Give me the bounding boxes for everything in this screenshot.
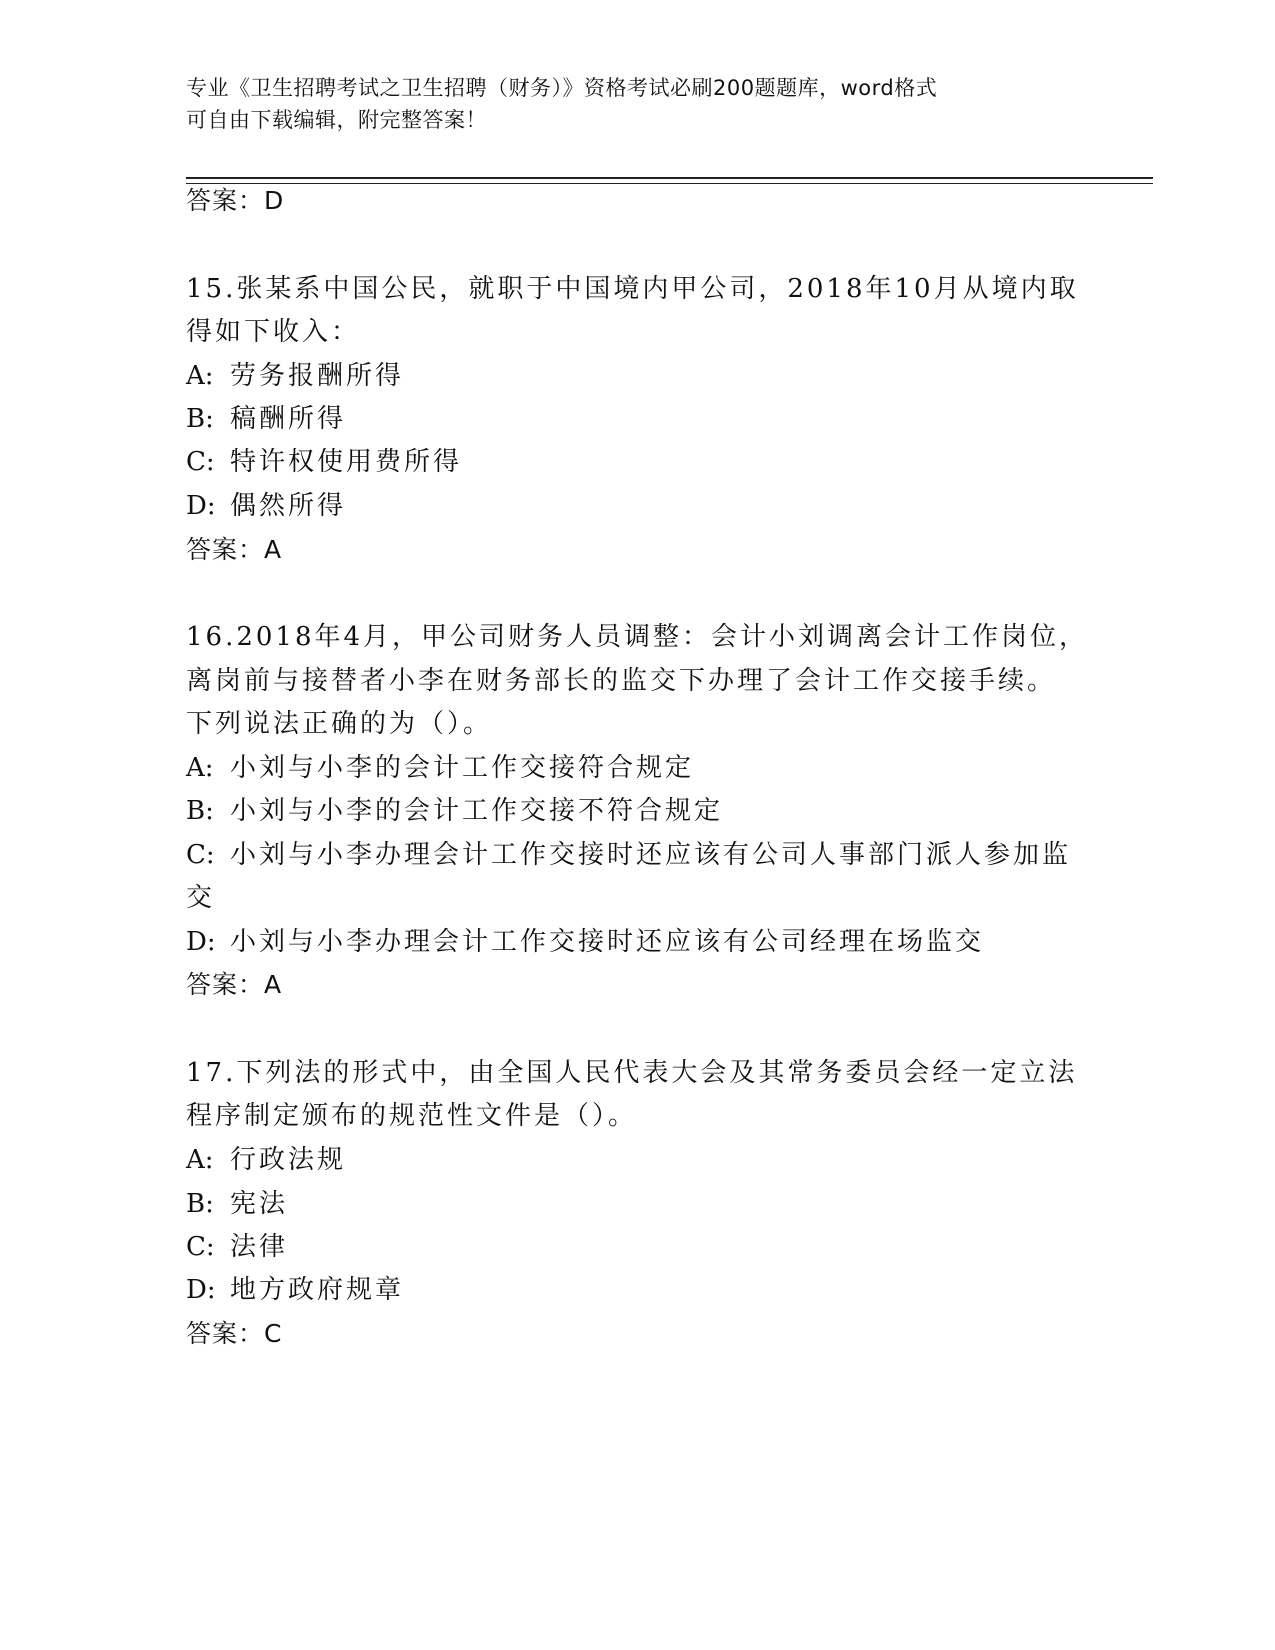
question-17-option-c	[186, 1230, 1086, 1264]
header-line-1: 专业《卫生招聘考试之卫生招聘（财务）》资格考试必刷200题题库，word格式	[186, 76, 938, 100]
question-16-option-c-continued: 交	[186, 883, 216, 913]
question-16-line-1: 16.2018年4月，甲公司财务人员调整：会计小刘调离会计工作岗位，	[186, 622, 1089, 652]
question-16-option-a	[186, 751, 1086, 785]
question-17-option-a	[186, 1143, 1086, 1177]
question-15-answer	[186, 533, 282, 567]
option-text: 特许权使用费所得	[230, 447, 463, 477]
option-text: 小刘与小李办理会计工作交接时还应该有公司经理在场监交	[230, 927, 985, 957]
question-15-line-2: 得如下收入：	[186, 317, 361, 347]
option-text: 劳务报酬所得	[230, 361, 405, 391]
question-15-option-a	[186, 359, 1086, 393]
option-text: 法律	[230, 1232, 289, 1262]
header-rule-thick	[186, 177, 1153, 179]
option-text: 偶然所得	[230, 491, 347, 521]
answer-value: A	[264, 970, 283, 999]
option-text: 行政法规	[230, 1145, 347, 1175]
option-letter: A:	[186, 1145, 214, 1175]
option-letter: A:	[186, 753, 214, 783]
option-text: 小刘与小李的会计工作交接符合规定	[230, 753, 695, 783]
option-text: 小刘与小李办理会计工作交接时还应该有公司人事部门派人参加监	[230, 840, 1072, 870]
option-text: 地方政府规章	[230, 1275, 405, 1305]
answer-value: D	[264, 186, 285, 215]
question-16-option-d	[186, 925, 1086, 959]
question-16-option-b	[186, 794, 1086, 828]
answer-value: A	[264, 535, 283, 564]
question-16-line-2: 离岗前与接替者小李在财务部长的监交下办理了会计工作交接手续。	[186, 666, 1057, 696]
option-letter: C:	[186, 447, 215, 477]
answer-label: 答案：	[186, 535, 265, 564]
question-15-line-1: 15.张某系中国公民，就职于中国境内甲公司，2018年10月从境内取	[186, 274, 1079, 304]
option-letter: B:	[186, 1189, 214, 1219]
header-line-2: 可自由下载编辑，附完整答案！	[186, 108, 487, 132]
question-17-option-b	[186, 1187, 1086, 1221]
question-17-line-2: 程序制定颁布的规范性文件是（）。	[186, 1101, 638, 1131]
question-15-option-b	[186, 402, 1086, 436]
option-letter: A:	[186, 361, 214, 391]
option-letter: B:	[186, 796, 214, 826]
answer-value: C	[264, 1319, 283, 1348]
header-rule-thin	[186, 183, 1153, 184]
previous-answer	[186, 184, 284, 218]
question-16-answer	[186, 968, 282, 1002]
question-15-option-c	[186, 445, 1086, 479]
question-15-option-d	[186, 489, 1086, 523]
option-letter: C:	[186, 840, 215, 870]
question-17-option-d	[186, 1273, 1086, 1307]
option-letter: B:	[186, 404, 214, 434]
answer-label: 答案：	[186, 186, 265, 215]
answer-label: 答案：	[186, 1319, 265, 1348]
option-letter: D:	[186, 927, 216, 957]
option-letter: C:	[186, 1232, 215, 1262]
document-header	[186, 72, 1066, 136]
option-text: 稿酬所得	[230, 404, 347, 434]
question-16-line-3: 下列说法正确的为（）。	[186, 709, 493, 739]
answer-label: 答案：	[186, 970, 265, 999]
option-text: 宪法	[230, 1189, 289, 1219]
question-17-answer	[186, 1317, 282, 1351]
option-letter: D:	[186, 1275, 216, 1305]
question-16-option-c	[186, 838, 1086, 872]
question-17-line-1: 17.下列法的形式中，由全国人民代表大会及其常务委员会经一定立法	[186, 1058, 1078, 1088]
option-text: 小刘与小李的会计工作交接不符合规定	[230, 796, 724, 826]
option-letter: D:	[186, 491, 216, 521]
